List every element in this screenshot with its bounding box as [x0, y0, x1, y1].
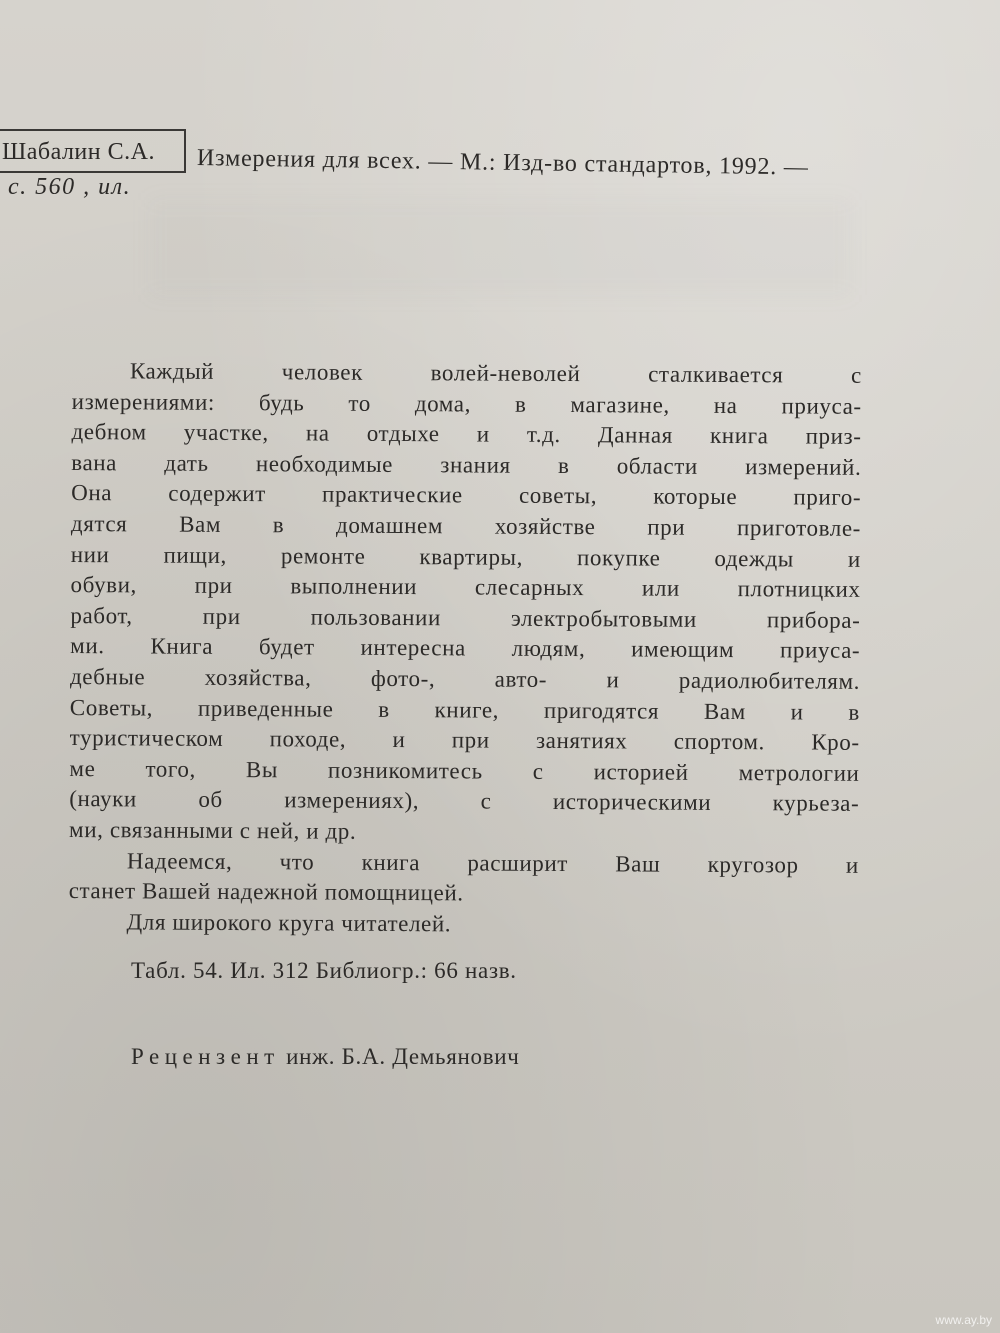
- bibliographic-citation: Измерения для всех. — М.: Изд-во стандартов, 1992. —: [196, 145, 809, 181]
- text-line: ми, связанными с ней, и др.: [69, 816, 357, 844]
- reviewer-name: инж. Б.А. Демьянович: [286, 1044, 520, 1069]
- text-line: Надеемся, что книга расширит Ваш кругозор и: [126, 847, 859, 878]
- text-line: Каждый человек волей-неволей сталкивается с: [129, 358, 862, 388]
- text-line: вана дать необходимые знания в области измерений.: [71, 449, 862, 480]
- watermark: www.ay.by: [935, 1313, 992, 1327]
- text-line: туристическом походе, и при занятиях спортом. Кро-: [69, 725, 860, 755]
- author-name: Шабалин С.А.: [2, 139, 155, 165]
- text-line: работ, при пользовании электробытовыми прибора-: [70, 602, 861, 633]
- text-line: Для широкого круга читателей.: [126, 909, 452, 937]
- text-line: измерениями: будь то дома, в магазине, на приуса-: [71, 388, 862, 419]
- page-count: с. 560 , ил.: [8, 174, 132, 200]
- text-line: Она содержит практические советы, которые приго-: [71, 480, 862, 511]
- annotation-text: [68, 356, 862, 942]
- reviewer-label: Рецензент: [131, 1044, 280, 1069]
- faded-show-through-text: [150, 200, 850, 295]
- reviewer-line: [131, 1044, 520, 1070]
- text-line: (науки об измерениях), с историческими курьеза-: [69, 786, 860, 817]
- text-line: ми. Книга будет интересна людям, имеющим приуса-: [70, 633, 861, 664]
- text-line: дебные хозяйства, фото-, авто- и радиолюбителям.: [69, 663, 861, 694]
- text-line: дятся Вам в домашнем хозяйстве при приготовле-: [70, 510, 862, 541]
- text-line: нии пищи, ремонте квартиры, покупке одежды и: [70, 541, 861, 572]
- text-line: ме того, Вы позникомитесь с историей метрологии: [69, 755, 860, 786]
- text-line: дебном участке, на отдыхе и т.д. Данная книга приз-: [71, 419, 862, 450]
- text-line: Советы, приведенные в книге, пригодятся Вам и в: [69, 694, 860, 725]
- text-line: обуви, при выполнении слесарных или плотницких: [70, 572, 861, 602]
- publication-stats: Табл. 54. Ил. 312 Библиогр.: 66 назв.: [131, 958, 517, 983]
- text-line: станет Вашей надежной помощницей.: [68, 878, 464, 906]
